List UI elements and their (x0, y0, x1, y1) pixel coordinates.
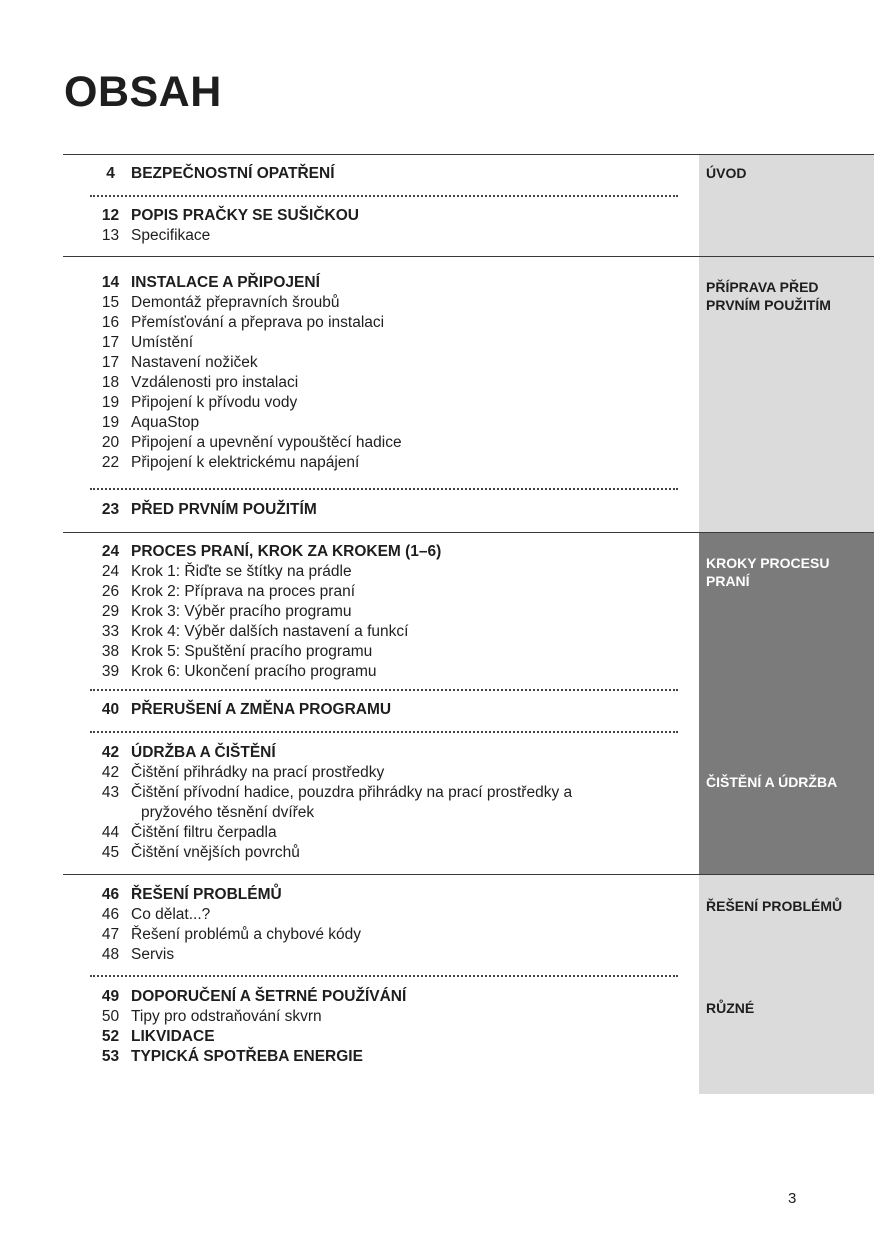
toc-page-number: 38 (101, 643, 120, 660)
toc-entry-title: BEZPEČNOSTNÍ OPATŘENÍ (131, 165, 335, 182)
toc-entry-title: LIKVIDACE (131, 1028, 215, 1045)
toc-entry[interactable] (90, 293, 340, 313)
toc-entry-title: PŘED PRVNÍM POUŽITÍM (131, 501, 317, 518)
toc-entry-title: Krok 1: Řiďte se štítky na prádle (131, 563, 352, 580)
toc-entry[interactable] (90, 763, 384, 783)
toc-entry-title: Tipy pro odstraňování skvrn (131, 1008, 322, 1025)
toc-page-number: 12 (101, 207, 120, 224)
toc-entry-title: Vzdálenosti pro instalaci (131, 374, 299, 391)
toc-page-number: 47 (101, 926, 120, 943)
toc-entry[interactable] (90, 333, 193, 353)
toc-entry[interactable] (90, 373, 298, 393)
section-rule (63, 874, 874, 875)
side-label-preparation[interactable]: PŘÍPRAVA PŘED PRVNÍM POUŽITÍM (706, 279, 831, 313)
page-number: 3 (788, 1190, 797, 1207)
section-rule (63, 154, 874, 155)
toc-page-number: 16 (101, 314, 120, 331)
toc-page-number: 42 (101, 744, 120, 761)
toc-entry-title: Servis (131, 946, 175, 963)
toc-page-number: 23 (101, 501, 120, 518)
toc-entry-title: ŘEŠENÍ PROBLÉMŮ (131, 886, 282, 903)
toc-page-number: 15 (101, 294, 120, 311)
toc-entry-title: Čištění přívodní hadice, pouzdra přihrádky na prací prostředky a (131, 784, 573, 801)
toc-entry-title: Připojení a upevnění vypouštěcí hadice (131, 434, 402, 451)
toc-entry[interactable] (90, 602, 352, 622)
toc-entry-title: TYPICKÁ SPOTŘEBA ENERGIE (131, 1048, 363, 1065)
toc-page-number: 14 (101, 274, 120, 291)
toc-entry[interactable] (90, 500, 317, 520)
toc-page-number: 39 (101, 663, 120, 680)
toc-entry[interactable] (90, 987, 406, 1007)
toc-entry[interactable] (90, 453, 359, 473)
toc-entry-title: Umístění (131, 334, 194, 351)
toc-entry[interactable] (90, 843, 300, 863)
toc-entry-title: Krok 6: Ukončení pracího programu (131, 663, 377, 680)
toc-page-number: 46 (101, 906, 120, 923)
toc-page-number: 26 (101, 583, 120, 600)
dotted-separator (90, 731, 678, 733)
toc-page-number: 29 (101, 603, 120, 620)
side-label-intro[interactable]: ÚVOD (706, 165, 747, 181)
toc-entry[interactable] (90, 413, 199, 433)
dotted-separator (90, 975, 678, 977)
toc-entry-title: Čištění přihrádky na prací prostředky (131, 764, 385, 781)
toc-page-number: 48 (101, 946, 120, 963)
toc-entry[interactable] (90, 433, 402, 453)
page-title: OBSAH (64, 68, 222, 116)
toc-page-number: 13 (101, 227, 120, 244)
toc-page-number: 43 (101, 784, 120, 801)
toc-entry-title: Řešení problémů a chybové kódy (131, 926, 362, 943)
side-label-cleaning[interactable]: ČIŠTĚNÍ A ÚDRŽBA (706, 774, 838, 790)
toc-entry[interactable] (90, 945, 174, 965)
toc-entry[interactable] (90, 164, 335, 184)
dotted-separator (90, 195, 678, 197)
toc-entry-title: DOPORUČENÍ A ŠETRNÉ POUŽÍVÁNÍ (131, 988, 407, 1005)
toc-entry-title: Demontáž přepravních šroubů (131, 294, 340, 311)
toc-entry[interactable] (90, 743, 276, 763)
toc-entry-title: Nastavení nožiček (131, 354, 258, 371)
toc-entry[interactable] (90, 1027, 215, 1047)
toc-entry-title: PROCES PRANÍ, KROK ZA KROKEM (1–6) (131, 543, 442, 560)
toc-entry-title: Co dělat...? (131, 906, 211, 923)
toc-page-number: 45 (101, 844, 120, 861)
toc-entry-title: INSTALACE A PŘIPOJENÍ (131, 274, 320, 291)
toc-page-number: 17 (101, 334, 120, 351)
toc-entry[interactable] (90, 823, 277, 843)
toc-entry-title: Přemísťování a přeprava po instalaci (131, 314, 385, 331)
toc-entry[interactable] (90, 905, 210, 925)
toc-entry-title: Čištění vnějších povrchů (131, 844, 300, 861)
toc-entry[interactable] (90, 1047, 363, 1067)
toc-entry[interactable] (90, 353, 258, 373)
toc-page-number: 24 (101, 543, 120, 560)
side-label-washing-steps[interactable]: KROKY PROCESU PRANÍ (706, 555, 830, 589)
toc-page-number: 24 (101, 563, 120, 580)
toc-entry-title: Připojení k přívodu vody (131, 394, 298, 411)
toc-page-number: 17 (101, 354, 120, 371)
dotted-separator (90, 488, 678, 490)
dotted-separator (90, 689, 678, 691)
toc-entry[interactable] (90, 662, 377, 682)
toc-entry[interactable] (90, 925, 361, 945)
toc-entry[interactable] (90, 273, 320, 293)
toc-entry-title: Krok 3: Výběr pracího programu (131, 603, 352, 620)
toc-entry[interactable] (90, 542, 441, 562)
toc-page-number: 4 (106, 165, 115, 182)
section-rule (63, 532, 874, 533)
toc-entry-title: AquaStop (131, 414, 200, 431)
toc-page-number: 40 (101, 701, 120, 718)
toc-entry-continuation[interactable]: pryžového těsnění dvířek (141, 804, 315, 821)
toc-entry[interactable] (90, 1007, 322, 1027)
toc-page-number: 42 (101, 764, 120, 781)
toc-entry[interactable] (90, 562, 352, 582)
toc-entry[interactable] (90, 885, 282, 905)
toc-page-number: 46 (101, 886, 120, 903)
toc-entry[interactable] (90, 313, 384, 333)
toc-page-number: 53 (101, 1048, 120, 1065)
toc-page-number: 49 (101, 988, 120, 1005)
toc-entry-title: Čištění filtru čerpadla (131, 824, 277, 841)
side-label-troubleshooting[interactable]: ŘEŠENÍ PROBLÉMŮ (706, 898, 843, 914)
toc-page-number: 19 (101, 394, 120, 411)
toc-page-number: 18 (101, 374, 120, 391)
toc-entry-title: Krok 5: Spuštění pracího programu (131, 643, 373, 660)
toc-entry[interactable] (90, 783, 572, 803)
toc-entry-title: Připojení k elektrickému napájení (131, 454, 360, 471)
toc-entry[interactable] (90, 206, 359, 226)
side-label-miscellaneous[interactable]: RŮZNÉ (706, 1000, 755, 1016)
toc-entry-title: POPIS PRAČKY SE SUŠIČKOU (131, 207, 359, 224)
toc-page-number: 50 (101, 1008, 120, 1025)
toc-page-number: 22 (101, 454, 120, 471)
toc-entry[interactable] (90, 642, 372, 662)
toc-page-number: 19 (101, 414, 120, 431)
section-rule (63, 256, 874, 257)
toc-entry[interactable] (90, 582, 355, 602)
toc-entry[interactable] (90, 700, 391, 720)
toc-entry[interactable] (90, 622, 408, 642)
toc-entry-title: ÚDRŽBA A ČIŠTĚNÍ (131, 744, 276, 761)
toc-page-number: 52 (101, 1028, 120, 1045)
toc-page-number: 44 (101, 824, 120, 841)
toc-entry-title: Krok 2: Příprava na proces praní (131, 583, 356, 600)
toc-entry[interactable] (90, 393, 297, 413)
toc-entry[interactable] (90, 226, 210, 246)
toc-entry-title: Specifikace (131, 227, 211, 244)
toc-entry-title: Krok 4: Výběr dalších nastavení a funkcí (131, 623, 409, 640)
toc-page-number: 20 (101, 434, 120, 451)
toc-entry-title: PŘERUŠENÍ A ZMĚNA PROGRAMU (131, 701, 392, 718)
toc-page-number: 33 (101, 623, 120, 640)
